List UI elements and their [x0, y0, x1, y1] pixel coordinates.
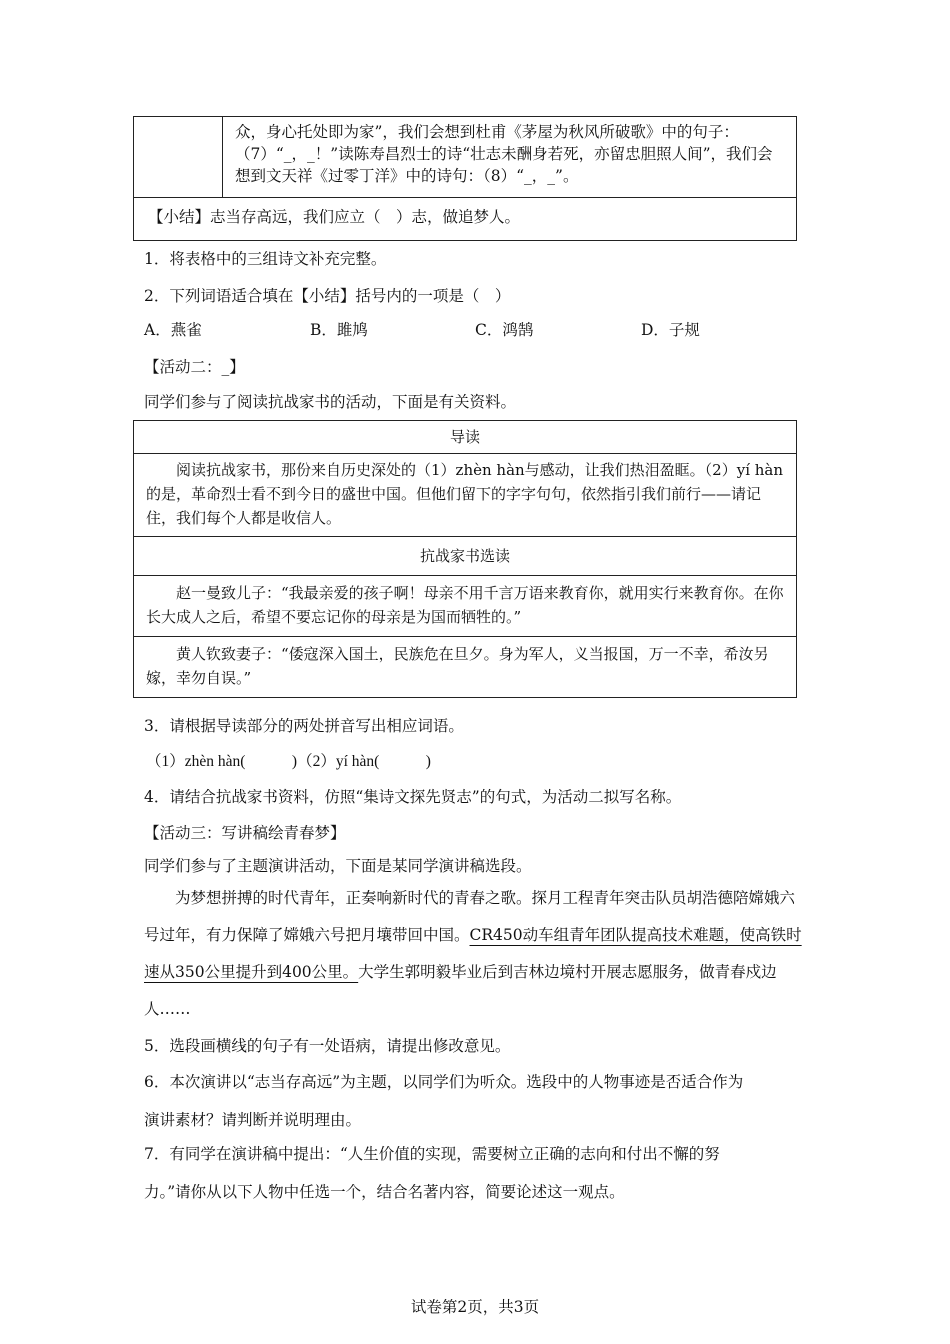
option-c: C．鸿鹄 [475, 321, 534, 339]
letter-huang-renqin: 黄人钦致妻子：“倭寇深入国土，民族危在旦夕。身为军人，义当报国，万一不幸，希汝另嫁，幸勿自误。” [134, 637, 797, 698]
table-label-cell [134, 117, 223, 198]
question-4: 4．请结合抗战家书资料，仿照“集诗文探先贤志”的句式，为活动二拟写名称。 [144, 788, 682, 806]
letters-title: 抗战家书选读 [134, 537, 797, 576]
question-1: 1．将表格中的三组诗文补充完整。 [144, 250, 387, 268]
speech-part-1: 为梦想拼搏的时代青年，正奏响新时代的青春之歌。探月工程青年突击队员胡浩德陪嫦娥六号过年，有力保障了嫦娥六号把月壤带回中国。 [144, 889, 796, 944]
poem-text-cell: 众，身心托处即为家”，我们会想到杜甫《茅屋为秋风所破歌》中的句子：（7）“_，_！”读陈寿昌烈士的诗“壮志未酬身若死，亦留忠胆照人间”，我们会想到文天祥《过零丁洋》中的诗句：（8）“_，_”。 [223, 117, 797, 198]
guide-title: 导读 [134, 421, 797, 454]
question-7-line-2: 力。”请你从以下人物中任选一个，结合名著内容，简要论述这一观点。 [144, 1183, 625, 1201]
question-3-blanks: （1）zhèn hàn( )（2）yí hàn( ) [146, 753, 431, 770]
reading-table [133, 420, 797, 698]
activity-3-heading: 【活动三：写讲稿绘青春梦】 [144, 824, 346, 842]
option-b: B．雎鸠 [310, 321, 368, 339]
speech-underlined-sentence: CR450动车组青年团队提高技术难题，使高铁时速从350公里提升到400公里。 [144, 926, 802, 981]
letter-zhao-yiman: 赵一曼致儿子：“我最亲爱的孩子啊！母亲不用千言万语来教育你，就用实行来教育你。在你长大成人之后，希望不要忘记你的母亲是为国而牺牲的。” [134, 576, 797, 637]
speech-part-2: 大学生郭明毅毕业后到吉林边境村开展志愿服务，做青春戍边人…… [144, 963, 777, 1018]
question-6-line-2: 演讲素材？请判断并说明理由。 [144, 1111, 362, 1129]
option-a: A．燕雀 [144, 321, 202, 339]
summary-cell: 【小结】志当存高远，我们应立（ ）志，做追梦人。 [134, 198, 797, 241]
question-5: 5．选段画横线的句子有一处语病，请提出修改意见。 [144, 1037, 511, 1055]
activity-2-heading: 【活动二：_】 [144, 358, 245, 376]
guide-text: 阅读抗战家书，那份来自历史深处的（1）zhèn hàn与感动，让我们热泪盈眶。（2）yí hàn的是，革命烈士看不到今日的盛世中国。但他们留下的字字句句，依然指引我们前行——请记住，我们每个人都是收信人。 [134, 454, 797, 537]
poetry-table [133, 116, 797, 241]
option-d: D．子规 [641, 321, 700, 339]
speech-excerpt [144, 880, 804, 1028]
activity-3-intro: 同学们参与了主题演讲活动，下面是某同学演讲稿选段。 [144, 857, 532, 875]
question-3: 3．请根据导读部分的两处拼音写出相应词语。 [144, 717, 464, 735]
question-6-line-1: 6．本次演讲以“志当存高远”为主题，以同学们为听众。选段中的人物事迹是否适合作为 [144, 1073, 744, 1091]
page-footer: 试卷第2页，共3页 [410, 1298, 540, 1316]
activity-2-intro: 同学们参与了阅读抗战家书的活动，下面是有关资料。 [144, 393, 517, 411]
question-2: 2．下列词语适合填在【小结】括号内的一项是（ ） [144, 287, 511, 305]
question-7-line-1: 7．有同学在演讲稿中提出：“人生价值的实现，需要树立正确的志向和付出不懈的努 [144, 1145, 720, 1163]
